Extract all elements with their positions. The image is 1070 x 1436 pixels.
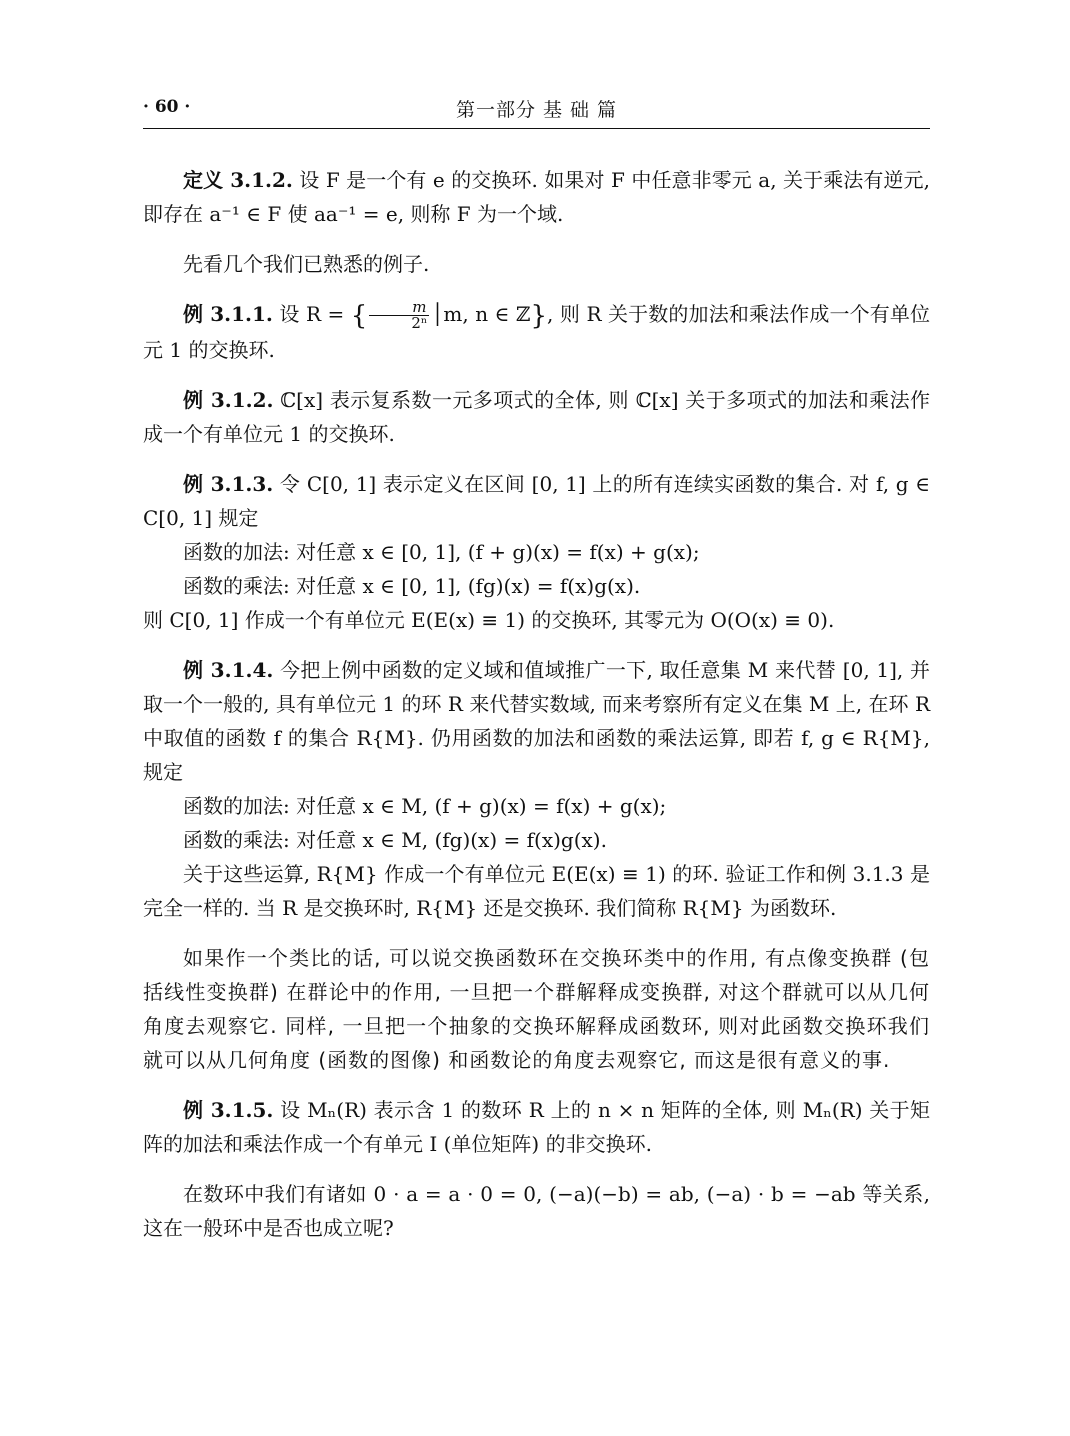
example-text: 今把上例中函数的定义域和值域推广一下, 取任意集 M 来代替 [0, 1], 并取一个一般的, 具有单位元 1 的环 R 来代替实数域, 而来考察所有定义在集 M 上, 在环 R 中取值的函数 f 的集合 R{M}. 仍用函数的加法和函数的乘法运算, 即若 f, g ∈ R{M}, 规定 [143,658,930,784]
definition-3-1-2 [143,163,930,231]
definition-label: 定义 3.1.2. [183,168,293,192]
example-label: 例 3.1.1. [183,302,273,326]
example-conclusion: 则 C[0, 1] 作成一个有单位元 E(E(x) ≡ 1) 的交换环, 其零元为 O(O(x) ≡ 0). [143,608,835,632]
example-text: 设 Mₙ(R) 表示含 1 的数环 R 上的 n × n 矩阵的全体, 则 Mₙ(R) 关于矩阵的加法和乘法作成一个有单元 I (单位矩阵) 的非交换环. [143,1098,930,1156]
example-text: 令 C[0, 1] 表示定义在区间 [0, 1] 上的所有连续实函数的集合. 对 f, g ∈ C[0, 1] 规定 [143,472,930,530]
remark-paragraph: 如果作一个类比的话, 可以说交换函数环在交换环类中的作用, 有点像变换群 (包括线性变换群) 在群论中的作用, 一旦把一个群解释成变换群, 对这个群就可以从几何角度去观察它. 同样, 一旦把一个抽象的交换环解释成函数环, 则对此函数交换环我们就可以从几何角度 (函数的图像) 和函数论的角度去观察它, 而这是很有意义的事. [143,946,930,1072]
part-title: 第一部分 基 础 篇 [455,99,618,121]
fraction-numerator: m [369,300,429,316]
example-3-1-4 [143,653,930,789]
example-3-1-1 [143,297,930,367]
fraction [369,300,429,331]
closing-paragraph: 在数环中我们有诸如 0 · a = a · 0 = 0, (−a)(−b) = ab, (−a) · b = −ab 等关系, 这在一般环中是否也成立呢? [143,1182,930,1240]
page-number: · 60 · [143,97,191,117]
function-addition-rule: 函数的加法: 对任意 x ∈ M, (f + g)(x) = f(x) + g(x); [183,794,667,818]
example-text-pre: 设 R = [272,302,351,326]
example-text: ℂ[x] 表示复系数一元多项式的全体, 则 ℂ[x] 关于多项式的加法和乘法作成一个有单位元 1 的交换环. [143,388,930,446]
function-addition-rule: 函数的加法: 对任意 x ∈ [0, 1], (f + g)(x) = f(x) + g(x); [183,540,700,564]
example-3-1-5 [143,1093,930,1161]
function-multiplication-rule: 函数的乘法: 对任意 x ∈ M, (fg)(x) = f(x)g(x). [183,828,607,852]
example-3-1-3 [143,467,930,535]
example-text-post: , 则 R 关于数的加法和乘法作成一个有单位元 1 的交换环. [143,302,930,362]
example-3-1-2 [143,383,930,451]
example-label: 例 3.1.2. [183,388,274,412]
set-brace-open: { [350,301,368,331]
page-body [143,163,930,1245]
set-condition: │m, n ∈ ℤ [431,302,531,326]
header-rule [143,128,930,129]
fraction-denominator: 2ⁿ [411,314,428,332]
example-label: 例 3.1.5. [183,1098,274,1122]
running-header [143,95,930,125]
function-multiplication-rule: 函数的乘法: 对任意 x ∈ [0, 1], (fg)(x) = f(x)g(x). [183,574,641,598]
example-conclusion: 关于这些运算, R{M} 作成一个有单位元 E(E(x) ≡ 1) 的环. 验证工作和例 3.1.3 是完全一样的. 当 R 是交换环时, R{M} 还是交换环. 我们简称 R{M} 为函数环. [143,862,930,920]
set-brace-close: } [530,301,548,331]
example-label: 例 3.1.3. [183,472,274,496]
intro-paragraph: 先看几个我们已熟悉的例子. [183,252,430,276]
example-label: 例 3.1.4. [183,658,274,682]
definition-text: 设 F 是一个有 e 的交换环. 如果对 F 中任意非零元 a, 关于乘法有逆元, 即存在 a⁻¹ ∈ F 使 aa⁻¹ = e, 则称 F 为一个域. [143,168,930,226]
page [143,95,930,1240]
